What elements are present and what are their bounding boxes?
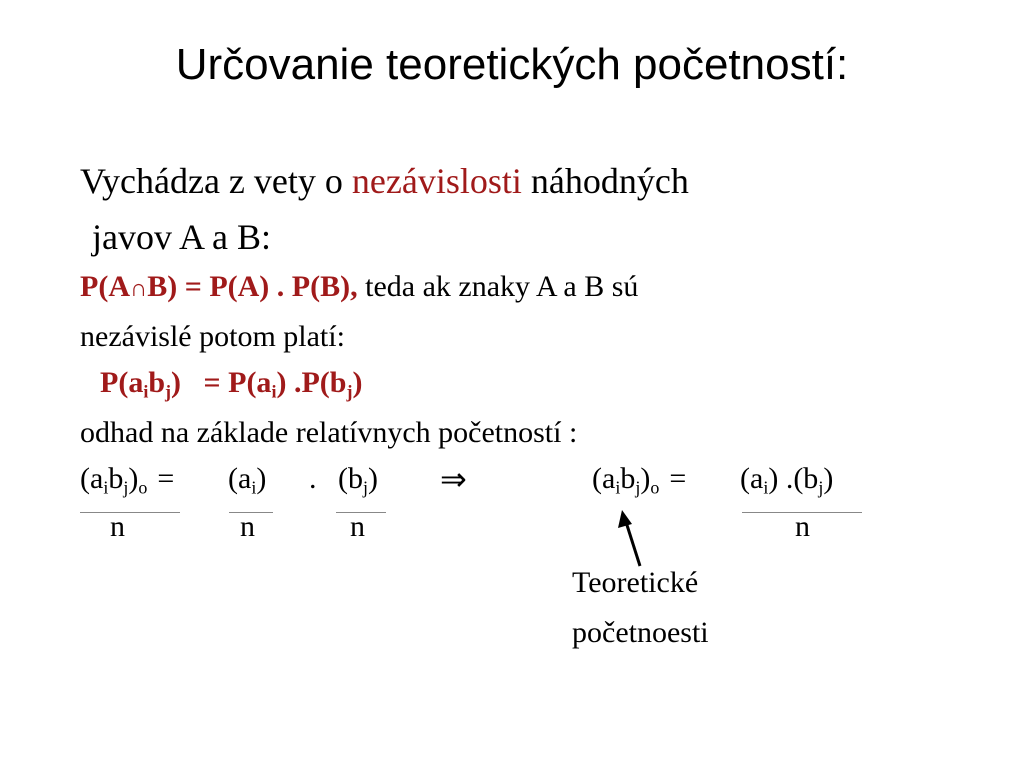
text-line-6: odhad na základe relatívnych početností : — [80, 416, 578, 449]
implies-arrow: ⇒ — [440, 461, 467, 497]
eq-right-numerator: $(a_i)$ $.(b_j)$ — [740, 462, 834, 498]
line3-rest: teda ak znaky A a B sú — [357, 270, 639, 303]
denominator-bj: n — [350, 510, 365, 543]
eq-dot: . — [309, 462, 317, 495]
formula-independence: $P(a_ib_j) = P(a_i)$ $.P(b_j)$ — [100, 366, 363, 402]
eq-right-left: $(a_ib_j)_o$ = — [592, 462, 687, 498]
text-line-4: nezávislé potom platí: — [80, 320, 345, 353]
text-line-2: javov A a B: — [92, 217, 271, 257]
intersection-symbol: ∩ — [129, 276, 148, 302]
line1-pre: Vychádza z vety o — [80, 161, 352, 201]
denominator-ai: n — [240, 510, 255, 543]
text-line-3 — [80, 270, 638, 304]
fraction-bar-left — [80, 512, 180, 513]
slide-title: Určovanie teoretických početností: — [175, 40, 849, 89]
eq-ai-numerator: $(a_i)$ — [228, 462, 267, 498]
formula-intersection-b: B) = P(A) . P(B), — [147, 270, 358, 303]
denominator-left: n — [110, 510, 125, 543]
denominator-right: n — [795, 510, 810, 543]
annotation-line-1: Teoretické — [572, 566, 699, 599]
eq-left-numerator: $(a_ib_j)_o$ = — [80, 462, 175, 498]
annotation-line-2: početnoesti — [572, 616, 709, 649]
formula-intersection-a: P(A — [80, 270, 130, 303]
line1-post: náhodných — [521, 161, 689, 201]
line1-highlight: nezávislosti — [351, 161, 522, 201]
eq-bj-numerator: $(b_j)$ — [338, 462, 379, 498]
text-line-1 — [80, 160, 689, 202]
